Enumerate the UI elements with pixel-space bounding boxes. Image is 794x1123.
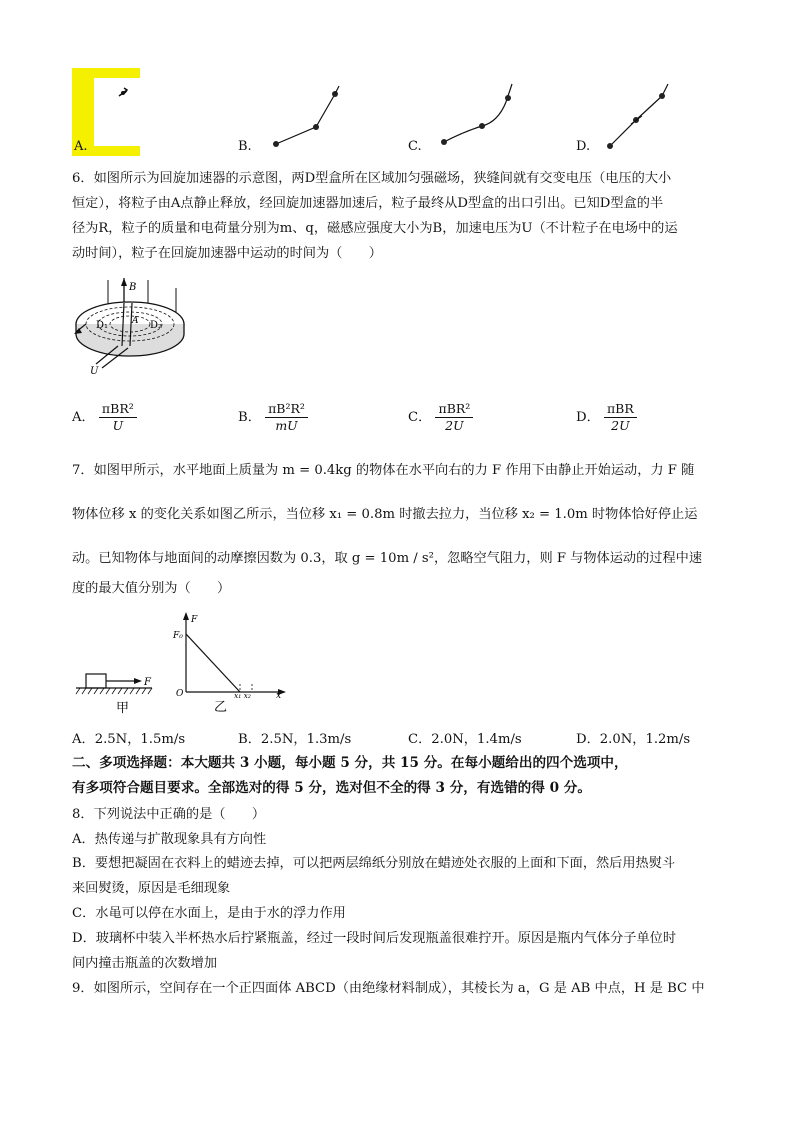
cyclotron-figure: [72, 276, 192, 376]
option-formula: $\frac{\text{πBR²}}{2U}$: [435, 402, 473, 433]
option-label: B.: [238, 139, 252, 154]
section-2-heading-line-1: 二、多项选择题：本大题共 3 小题，每小题 5 分，共 15 分。在每小题给出的四个选项中，: [72, 755, 628, 771]
option-label: D．: [576, 410, 600, 425]
q6-option-a[interactable]: [72, 402, 137, 433]
trajectory-figure-a: [72, 68, 142, 156]
axis-label-x: x: [276, 691, 282, 701]
q7-option-b[interactable]: B．2.5N，1.3m/s: [238, 732, 352, 747]
q8-option-d-line-2[interactable]: 间内撞击瓶盖的次数增加: [72, 956, 218, 971]
origin-label: O: [176, 689, 184, 699]
q5-option-b[interactable]: [238, 82, 368, 156]
q6-option-b[interactable]: [238, 402, 308, 433]
q8-option-b-line-1[interactable]: B．要想把凝固在衣料上的蜡迹去掉，可以把两层绵纸分别放在蜡迹处衣服的上面和下面，然后用热熨斗: [72, 856, 676, 871]
option-label: C．: [408, 410, 432, 425]
q7-option-a[interactable]: A．2.5N，1.5m/s: [72, 732, 186, 747]
q7-option-d[interactable]: D．2.0N，1.2m/s: [576, 732, 691, 747]
q5-option-d[interactable]: [576, 82, 706, 156]
figure-caption-yi: 乙: [214, 700, 228, 715]
option-formula: $\frac{\text{πBR}}{2U}$: [604, 402, 637, 433]
q7-stem-line-4: 度的最大值分别为（ ）: [72, 581, 231, 596]
option-formula: $\frac{\text{πB²R²}}{mU}$: [265, 402, 308, 433]
trajectory-figure-b: [238, 82, 368, 156]
axis-label-f: F: [191, 615, 198, 625]
figure-caption-jia: 甲: [116, 701, 130, 716]
option-label: B．: [238, 410, 261, 425]
q6-stem-line-3: 径为R，粒子的质量和电荷量分别为m、q，磁感应强度大小为B，加速电压为U（不计粒子在电场中的运: [72, 221, 678, 236]
force-label-f: F: [144, 677, 151, 688]
field-label-b: B: [129, 282, 137, 293]
q7-option-c[interactable]: C．2.0N，1.4m/s: [408, 732, 522, 747]
q6-option-c[interactable]: [408, 402, 473, 433]
q8-option-a[interactable]: A．热传递与扩散现象具有方向性: [72, 832, 267, 847]
voltage-label-u: U: [90, 366, 99, 377]
section-2-heading-line-2: 有多项符合题目要求。全部选对的得 5 分，选对但不全的得 3 分，有选错的得 0 分。: [72, 780, 591, 796]
q7-stem-line-3: 动。已知物体与地面间的动摩擦因数为 0.3，取 g = 10m / s²，忽略空气阻力，则 F 与物体运动的过程中速: [72, 551, 703, 566]
dee-label-d1: D₁: [96, 320, 109, 331]
trajectory-figure-c: [408, 82, 538, 156]
option-label: A．: [72, 410, 95, 425]
option-label: C.: [408, 139, 422, 154]
figure-jia-block: [72, 666, 162, 716]
q7-stem-line-2: 物体位移 x 的变化关系如图乙所示，当位移 x₁ = 0.8m 时撤去拉力，当位移 x₂ = 1.0m 时物体恰好停止运: [72, 507, 698, 522]
q6-stem-line-4: 动时间），粒子在回旋加速器中运动的时间为（ ）: [72, 246, 382, 261]
q6-option-d[interactable]: [576, 402, 637, 433]
q5-option-c[interactable]: [408, 82, 538, 156]
q8-option-b-line-2[interactable]: 来回熨烫，原因是毛细现象: [72, 881, 231, 896]
q9-stem-line-1: 9．如图所示，空间存在一个正四面体 ABCD（由绝缘材料制成），其棱长为 a，G 是 AB 中点，H 是 BC 中: [72, 981, 705, 996]
point-label-a: A: [132, 316, 139, 326]
axis-label-f0: F₀: [173, 631, 183, 641]
q8-option-c[interactable]: C．水黾可以停在水面上，是由于水的浮力作用: [72, 906, 346, 921]
trajectory-figure-d: [576, 82, 706, 156]
q6-stem-line-2: 恒定），将粒子由A点静止释放，经回旋加速器加速后，粒子最终从D型盒的出口引出。已知D型盒的半: [72, 196, 664, 211]
q7-stem-line-1: 7．如图甲所示，水平地面上质量为 m = 0.4kg 的物体在水平向右的力 F 作用下由静止开始运动，力 F 随: [72, 463, 695, 478]
figure-yi-graph: [172, 612, 292, 715]
option-formula: $\frac{\text{πBR²}}{U}$: [99, 402, 137, 433]
option-label: A.: [74, 139, 88, 154]
tick-labels-x1-x2: x₁ x₂: [234, 691, 251, 700]
q6-stem-line-1: 6．如图所示为回旋加速器的示意图，两D型盒所在区域加匀强磁场，狭缝间就有交变电压（电压的大小: [72, 171, 672, 186]
dee-label-d2: D₂: [150, 320, 163, 331]
q5-option-a[interactable]: [72, 68, 142, 156]
q8-option-d-line-1[interactable]: D．玻璃杯中装入半杯热水后拧紧瓶盖，经过一段时间后发现瓶盖很难拧开。原因是瓶内气体分子单位时: [72, 931, 677, 946]
q8-stem: 8．下列说法中正确的是（ ）: [72, 807, 266, 822]
option-label: D.: [576, 139, 591, 154]
